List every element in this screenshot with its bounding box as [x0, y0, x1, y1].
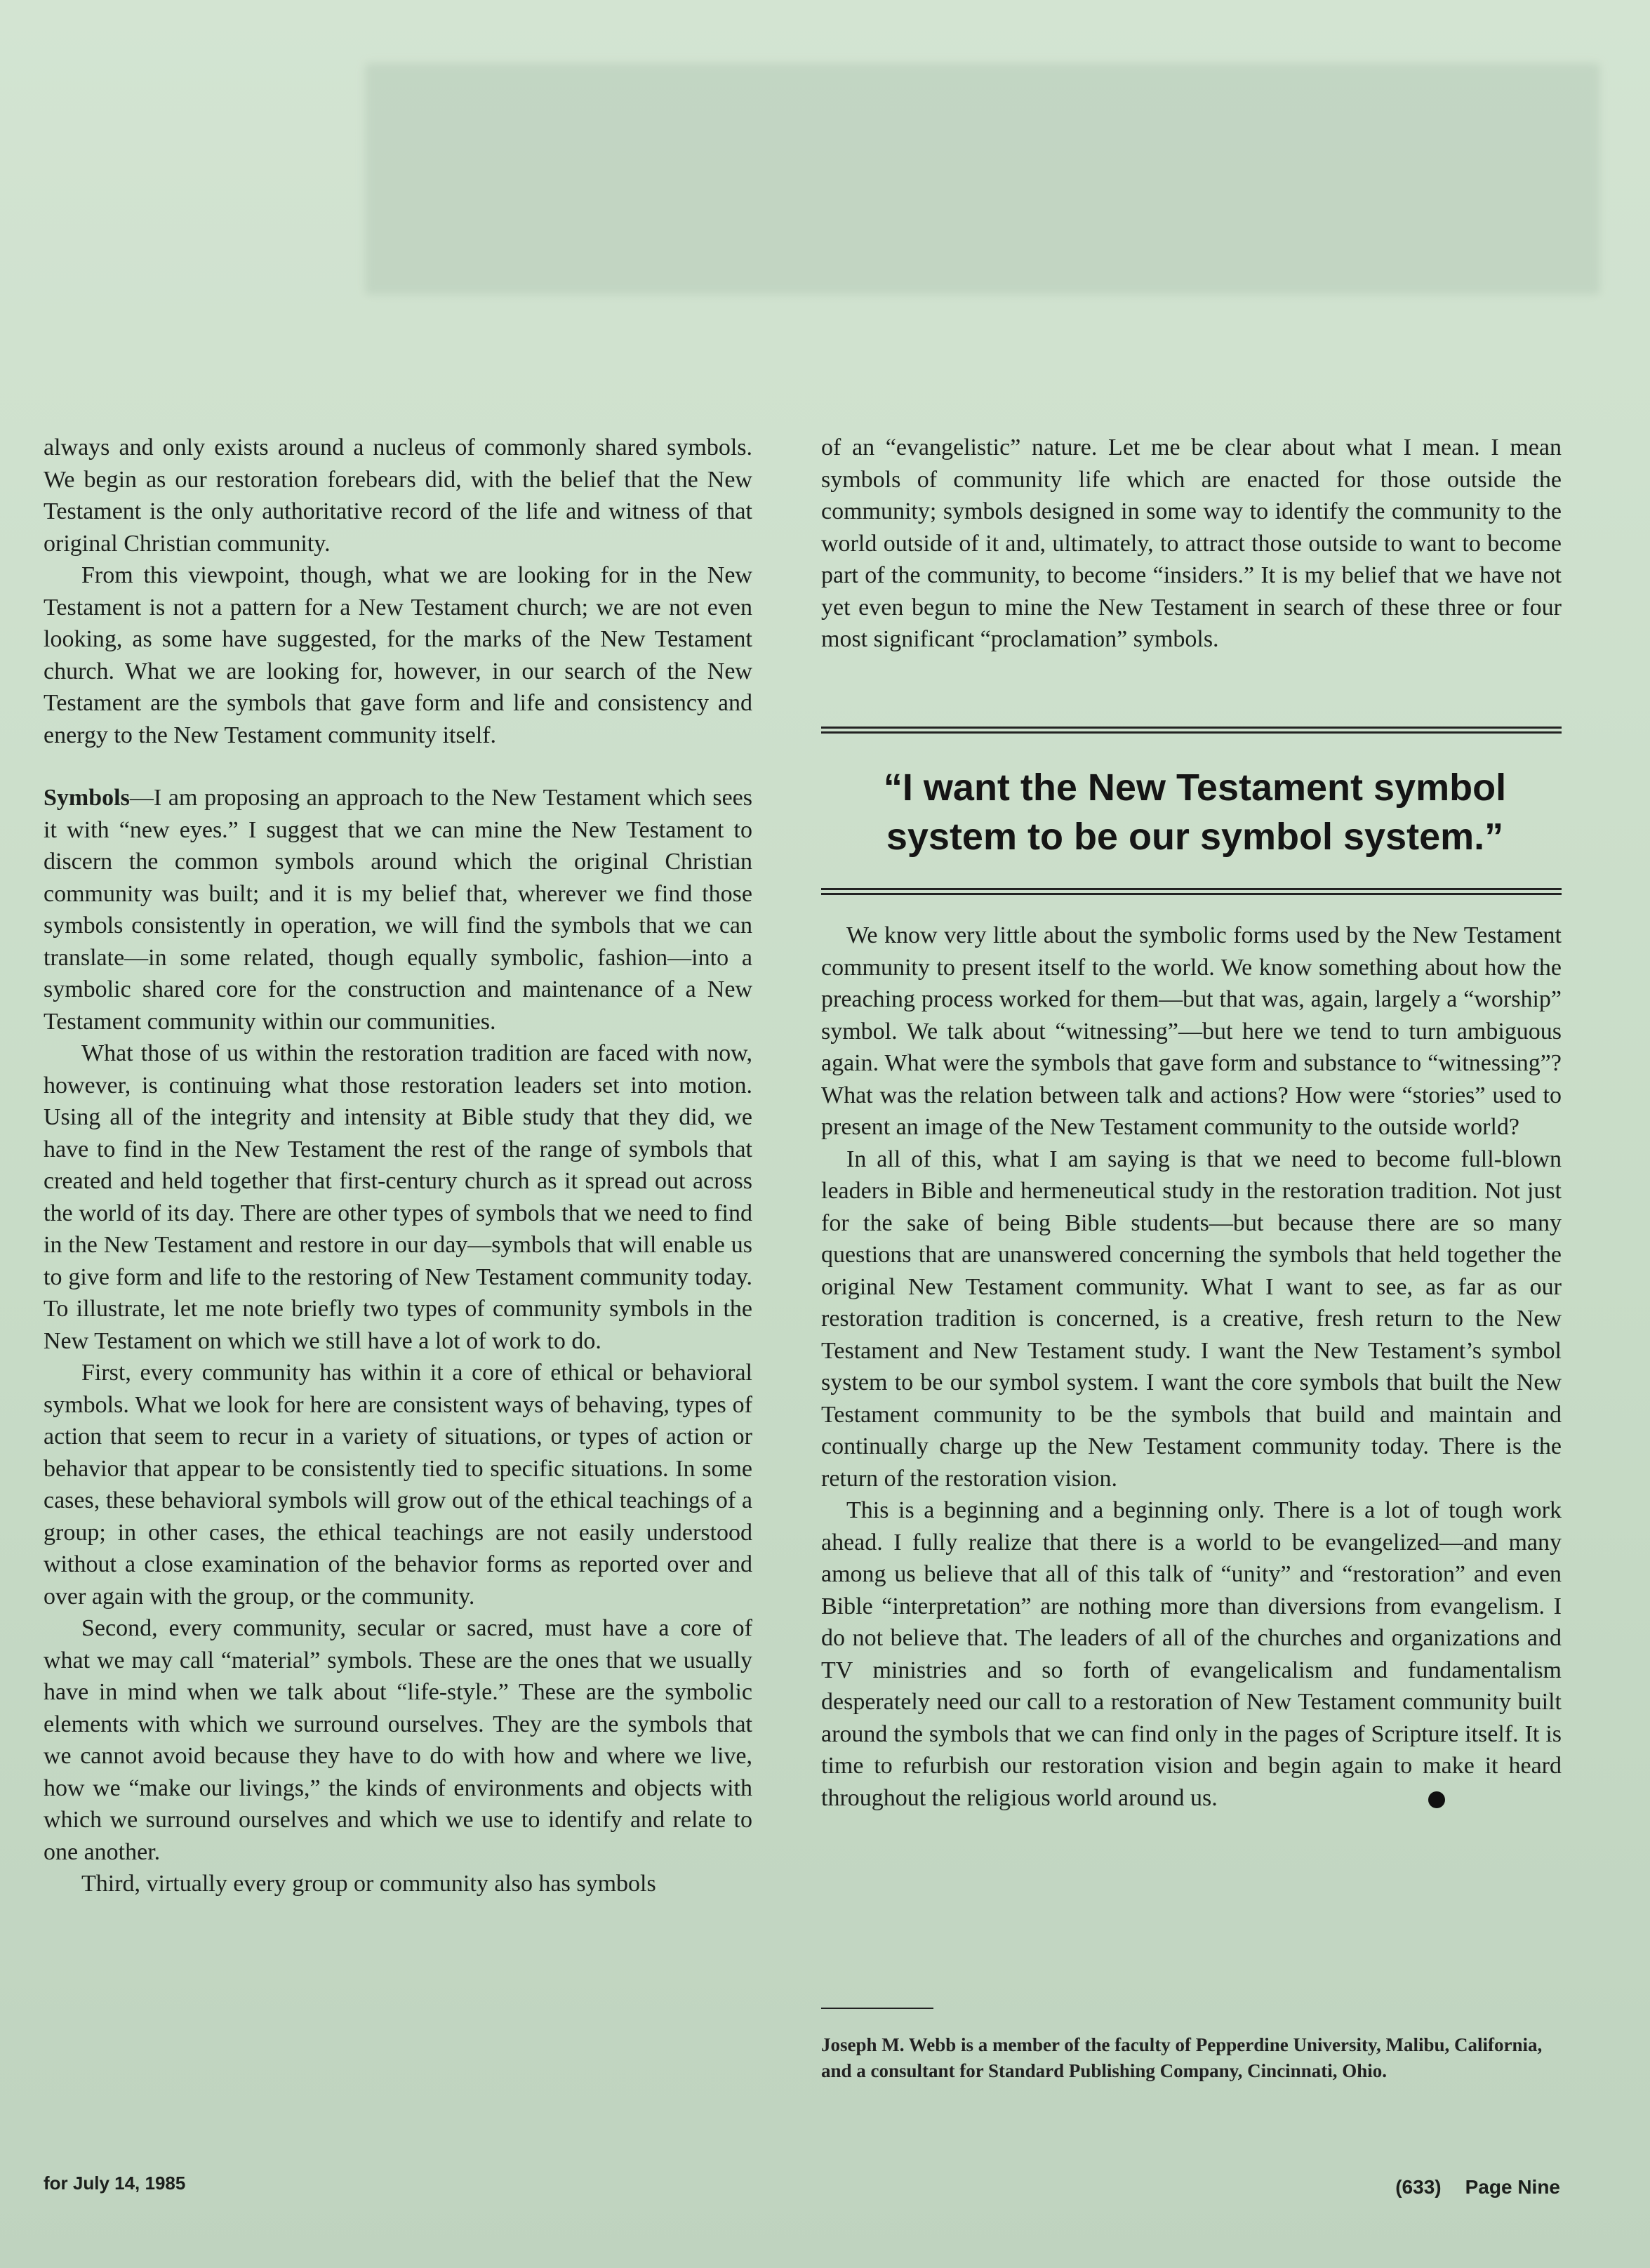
paragraph: Third, virtually every group or community also has symbols [81, 1871, 656, 1897]
paragraph-text: —I am proposing an approach to the New Testament which sees it with “new eyes.” I suggest that we can mine the New Testament to discern the common symbols around which the original Christian community was built; and it is my belief that, wherever we find those symbols consistently in operation, we will find the symbols that we can translate—in some related, though equally symbolic, fashion—into a symbolic shared core for the construction and maintenance of a New Testament community within our communities. [44, 785, 752, 1035]
paragraph: In all of this, what I am saying is that we need to become full-blown leaders in Bible and hermeneutical study in the restoration tradition. Not just for the sake of being Bible students—but because there are so many questions that are unanswered concerning the symbols that held together the original New Testament community. What I want to see, as far as our restoration tradition is concerned, is a creative, fresh return to the New Testament and New Testament study. I want the New Testament’s symbol system to be our symbol system. I want the core symbols that built the New Testament community to be the symbols that build and maintain and continually charge up the New Testament community today. There is the return of the restoration vision. [821, 1146, 1562, 1492]
run-in-heading: Symbols [44, 785, 130, 811]
right-column-top [821, 432, 1562, 656]
paragraph: We know very little about the symbolic forms used by the New Testament community to present itself to the world. We know something about how the preaching process worked for them—but that was, again, largely a “worship” symbol. We talk about “witnessing”—but here we tend to turn ambiguous again. What were the symbols that gave form and substance to “witnessing”? What was the relation between talk and actions? How were “stories” used to present an image of the New Testament community to the outside world? [821, 922, 1562, 1140]
paragraph: What those of us within the restoration tradition are faced with now, however, is continuing what those restoration leaders set into motion. Using all of the integrity and intensity at Bible study that they did, we have to find in the New Testament the rest of the range of symbols that created and held together that first-century church as it spread out across the world of its day. There are other types of symbols that we need to find in the New Testament and restore in our day—symbols that will enable us to give form and life to the restoring of New Testament community today. To illustrate, let me note briefly two types of community symbols in the New Testament on which we still have a lot of work to do. [44, 1040, 752, 1354]
paragraph [821, 1494, 1562, 1814]
divider [821, 888, 1562, 895]
faded-headline-block [365, 63, 1600, 295]
right-column-body [821, 920, 1562, 1814]
paragraph: Second, every community, secular or sacred, must have a core of what we may call “material” symbols. These are the ones that we usually have in mind when we talk about “life-style.” These are the symbolic elements with which we surround ourselves. They are the symbols that we cannot avoid because they have to do with how and where we live, how we “make our livings,” the kinds of environments and objects with which we surround ourselves and which we use to identify and relate to one another. [44, 1615, 752, 1865]
author-bio: Joseph M. Webb is a member of the faculty of Pepperdine University, Malibu, California, and a consultant for Standard Publishing Company, Cincinnati, Ohio. [821, 2034, 1543, 2081]
paragraph: First, every community has within it a core of ethical or behavioral symbols. What we look for here are consistent ways of behaving, types of action that seem to recur in a variety of situations, or types of action or behavior that appear to be consistently tied to specific situations. In some cases, these behavioral symbols will grow out of the ethical teachings of a group; in other cases, the ethical teachings are not easily understood without a close examination of the behavior forms as reported over and over again with the group, or the community. [44, 1360, 752, 1610]
divider [821, 727, 1562, 734]
pull-quote-text: “I want the New Testament symbol system to be our symbol system.” [883, 767, 1507, 858]
page-code: (633) [1395, 2176, 1442, 2198]
paragraph [44, 782, 752, 1037]
page-label: Page Nine [1465, 2176, 1560, 2198]
divider [821, 2008, 933, 2009]
pull-quote [821, 727, 1562, 895]
end-mark-icon [1428, 1791, 1445, 1808]
paragraph: always and only exists around a nucleus of commonly shared symbols. We begin as our restoration forebears did, with the belief that the New Testament is the only authoritative record of the life and witness of that original Christian community. [44, 435, 752, 557]
left-column [44, 432, 752, 1900]
page-number [1395, 2176, 1560, 2199]
paragraph: From this viewpoint, though, what we are looking for in the New Testament is not a pattern for a New Testament church; we are not even looking, as some have suggested, for the marks of the New Testament church. What we are looking for, however, in our search of the New Testament are the symbols that gave form and life and consistency and energy to the New Testament community itself. [44, 562, 752, 748]
issue-date: for July 14, 1985 [44, 2173, 186, 2194]
paragraph-text: This is a beginning and a beginning only. There is a lot of tough work ahead. I fully realize that there is a world to be evangelized—and many among us believe that all of this talk of “unity” and “restoration” and even Bible “interpretation” are nothing more than diversions from evangelism. I do not believe that. The leaders of all of the churches and organizations and TV ministries and so forth of evangelicalism and fundamentalism desperately need our call to a restoration of New Testament community built around the symbols that we can find only in the pages of Scripture itself. It is time to refurbish our restoration vision and begin again to make it heard throughout the religious world around us. [821, 1497, 1562, 1811]
paragraph: of an “evangelistic” nature. Let me be clear about what I mean. I mean symbols of community life which are enacted for those outside the community; symbols designed in some way to identify the community to the world outside of it and, ultimately, to attract those outside to want to become part of the community, to become “insiders.” It is my belief that we have not yet even begun to mine the New Testament in search of these three or four most significant “proclamation” symbols. [821, 435, 1562, 652]
